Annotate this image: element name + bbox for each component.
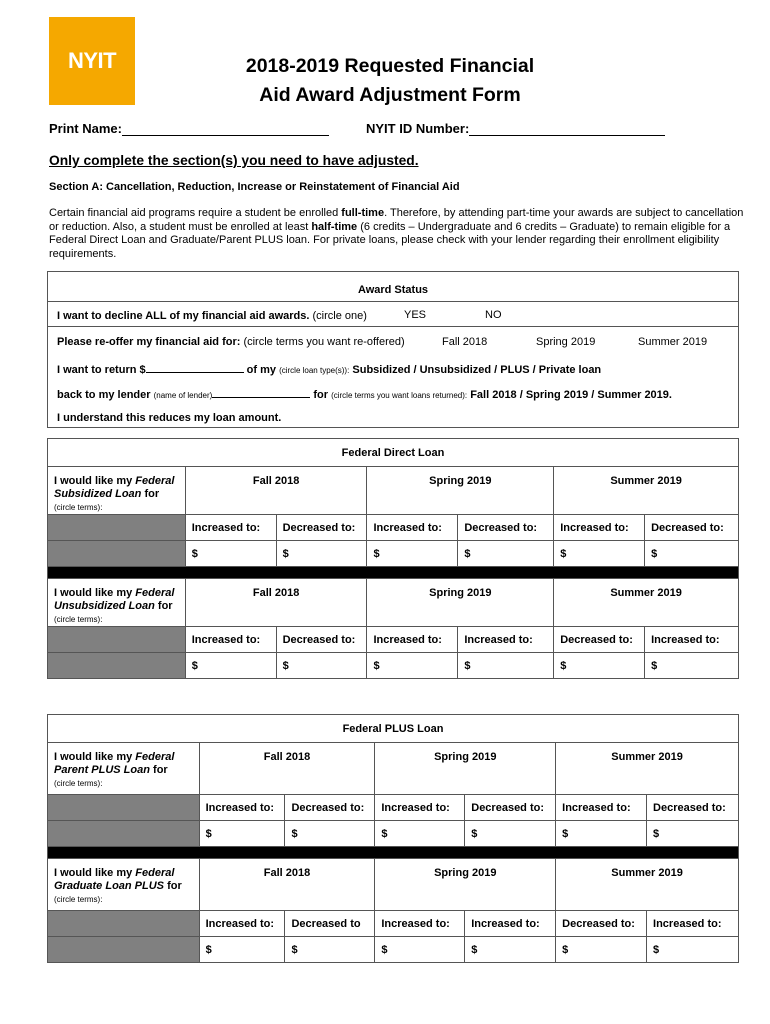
amount-field[interactable]: $ — [556, 937, 647, 963]
plus-loan-table — [47, 714, 739, 963]
col-label: Increased to: — [185, 627, 276, 653]
gray-cell — [48, 911, 200, 937]
amount-field[interactable]: $ — [367, 541, 458, 567]
amount-field[interactable]: $ — [276, 653, 367, 679]
amount-field[interactable]: $ — [285, 937, 375, 963]
col-label: Decreased to: — [645, 515, 739, 541]
amount-field[interactable]: $ — [647, 821, 739, 847]
gray-cell — [48, 627, 186, 653]
col-label: Decreased to: — [276, 627, 367, 653]
col-label: Increased to: — [375, 795, 465, 821]
direct-loan-table — [47, 438, 739, 679]
col-label: Increased to: — [647, 911, 739, 937]
gray-cell — [48, 795, 200, 821]
separator-bar — [48, 847, 739, 859]
amount-field[interactable]: $ — [645, 541, 739, 567]
col-label: Increased to: — [367, 627, 458, 653]
direct-loan-heading: Federal Direct Loan — [48, 439, 739, 467]
form-title — [170, 52, 610, 110]
amount-field[interactable]: $ — [185, 541, 276, 567]
eligibility-paragraph: Certain financial aid programs require a student be enrolled full-time. Therefore, by attending part-time your awards are subject to cancellation or reduction. Also, a student must be enrolled at least half-time (6 credits – Undergraduate and 6 credits – Graduate) to remain eligible for a Federal Direct Loan and Graduate/Parent PLUS loan. For private loans, please check with your lender regarding their enrollment eligibility requirements. — [49, 207, 744, 260]
amount-field[interactable]: $ — [458, 541, 554, 567]
amount-field[interactable]: $ — [458, 653, 554, 679]
col-label: Increased to: — [556, 795, 647, 821]
nyit-id-label: NYIT ID Number: — [366, 121, 470, 136]
amount-field[interactable]: $ — [554, 653, 645, 679]
amount-field[interactable]: $ — [199, 937, 285, 963]
print-name-label: Print Name: — [49, 121, 122, 136]
subsidized-spring-2019[interactable]: Spring 2019 — [367, 467, 554, 515]
gray-cell — [48, 515, 186, 541]
amount-field[interactable]: $ — [185, 653, 276, 679]
return-amount-field[interactable] — [146, 362, 244, 373]
reoffer-spring-2019[interactable]: Spring 2019 — [536, 336, 596, 348]
unsubsidized-spring-2019[interactable]: Spring 2019 — [367, 579, 554, 627]
col-label: Decreased to: — [556, 911, 647, 937]
col-label: Decreased to: — [554, 627, 645, 653]
unsubsidized-summer-2019[interactable]: Summer 2019 — [554, 579, 739, 627]
gray-cell — [48, 937, 200, 963]
reoffer-summer-2019[interactable]: Summer 2019 — [638, 336, 708, 348]
col-label: Increased to: — [199, 795, 285, 821]
parent-plus-summer-2019[interactable]: Summer 2019 — [556, 743, 739, 795]
parent-plus-spring-2019[interactable]: Spring 2019 — [375, 743, 556, 795]
nyit-id-field[interactable] — [469, 122, 665, 136]
award-status-box — [47, 271, 739, 428]
subsidized-fall-2018[interactable]: Fall 2018 — [185, 467, 367, 515]
decline-all-row: I want to decline ALL of my financial aid awards. (circle one) — [57, 310, 367, 322]
unsubsidized-fall-2018[interactable]: Fall 2018 — [185, 579, 367, 627]
graduate-plus-fall-2018[interactable]: Fall 2018 — [199, 859, 375, 911]
amount-field[interactable]: $ — [465, 821, 556, 847]
subsidized-label: I would like my Federal Subsidized Loan for (circle terms): — [48, 467, 186, 515]
unsubsidized-label: I would like my Federal Unsubsidized Loan for (circle terms): — [48, 579, 186, 627]
print-name-field[interactable] — [122, 122, 329, 136]
amount-field[interactable]: $ — [375, 937, 465, 963]
lender-row: back to my lender (name of lender) for (circle terms you want loans returned): Fall 2018 / Spring 2019 / Summer 2019. — [57, 389, 672, 401]
separator-bar — [48, 567, 739, 579]
amount-field[interactable]: $ — [375, 821, 465, 847]
gray-cell — [48, 653, 186, 679]
col-label: Decreased to: — [276, 515, 367, 541]
print-name-row — [49, 121, 329, 136]
gray-cell — [48, 541, 186, 567]
col-label: Decreased to: — [285, 795, 375, 821]
subsidized-summer-2019[interactable]: Summer 2019 — [554, 467, 739, 515]
amount-field[interactable]: $ — [199, 821, 285, 847]
graduate-plus-label: I would like my Federal Graduate Loan PLUS for (circle terms): — [48, 859, 200, 911]
amount-field[interactable]: $ — [645, 653, 739, 679]
col-label: Increased to: — [199, 911, 285, 937]
amount-field[interactable]: $ — [465, 937, 556, 963]
col-label: Increased to: — [185, 515, 276, 541]
return-amount-row: I want to return $ of my (circle loan type(s)): Subsidized / Unsubsidized / PLUS / Private loan — [57, 364, 602, 376]
plus-loan-heading: Federal PLUS Loan — [48, 715, 739, 743]
instructions-subtitle: Only complete the section(s) you need to have adjusted. — [49, 153, 419, 168]
col-label: Decreased to: — [458, 515, 554, 541]
col-label: Decreased to: — [647, 795, 739, 821]
award-status-heading: Award Status — [357, 284, 429, 296]
amount-field[interactable]: $ — [367, 653, 458, 679]
gray-cell — [48, 821, 200, 847]
nyit-logo — [49, 17, 135, 105]
section-a-heading: Section A: Cancellation, Reduction, Increase or Reinstatement of Financial Aid — [49, 181, 460, 193]
col-label: Increased to: — [458, 627, 554, 653]
col-label: Decreased to — [285, 911, 375, 937]
amount-field[interactable]: $ — [276, 541, 367, 567]
col-label: Increased to: — [645, 627, 739, 653]
understand-note: I understand this reduces my loan amount. — [57, 412, 282, 424]
amount-field[interactable]: $ — [647, 937, 739, 963]
parent-plus-fall-2018[interactable]: Fall 2018 — [199, 743, 375, 795]
yes-option[interactable]: YES — [404, 309, 427, 321]
amount-field[interactable]: $ — [556, 821, 647, 847]
logo-text: NYIT — [67, 48, 117, 73]
title-line-1: 2018-2019 Requested Financial — [245, 55, 535, 77]
col-label: Increased to: — [465, 911, 556, 937]
graduate-plus-spring-2019[interactable]: Spring 2019 — [375, 859, 556, 911]
nyit-id-row — [366, 121, 665, 136]
parent-plus-label: I would like my Federal Parent PLUS Loan for (circle terms): — [48, 743, 200, 795]
col-label: Increased to: — [375, 911, 465, 937]
title-line-2: Aid Award Adjustment Form — [259, 84, 521, 106]
no-option[interactable]: NO — [485, 309, 502, 321]
amount-field[interactable]: $ — [554, 541, 645, 567]
graduate-plus-summer-2019[interactable]: Summer 2019 — [556, 859, 739, 911]
col-label: Increased to: — [554, 515, 645, 541]
reoffer-row: Please re-offer my financial aid for: (circle terms you want re-offered) — [57, 336, 405, 348]
col-label: Decreased to: — [465, 795, 556, 821]
lender-name-field[interactable] — [212, 387, 310, 398]
amount-field[interactable]: $ — [285, 821, 375, 847]
reoffer-fall-2018[interactable]: Fall 2018 — [442, 336, 488, 348]
col-label: Increased to: — [367, 515, 458, 541]
